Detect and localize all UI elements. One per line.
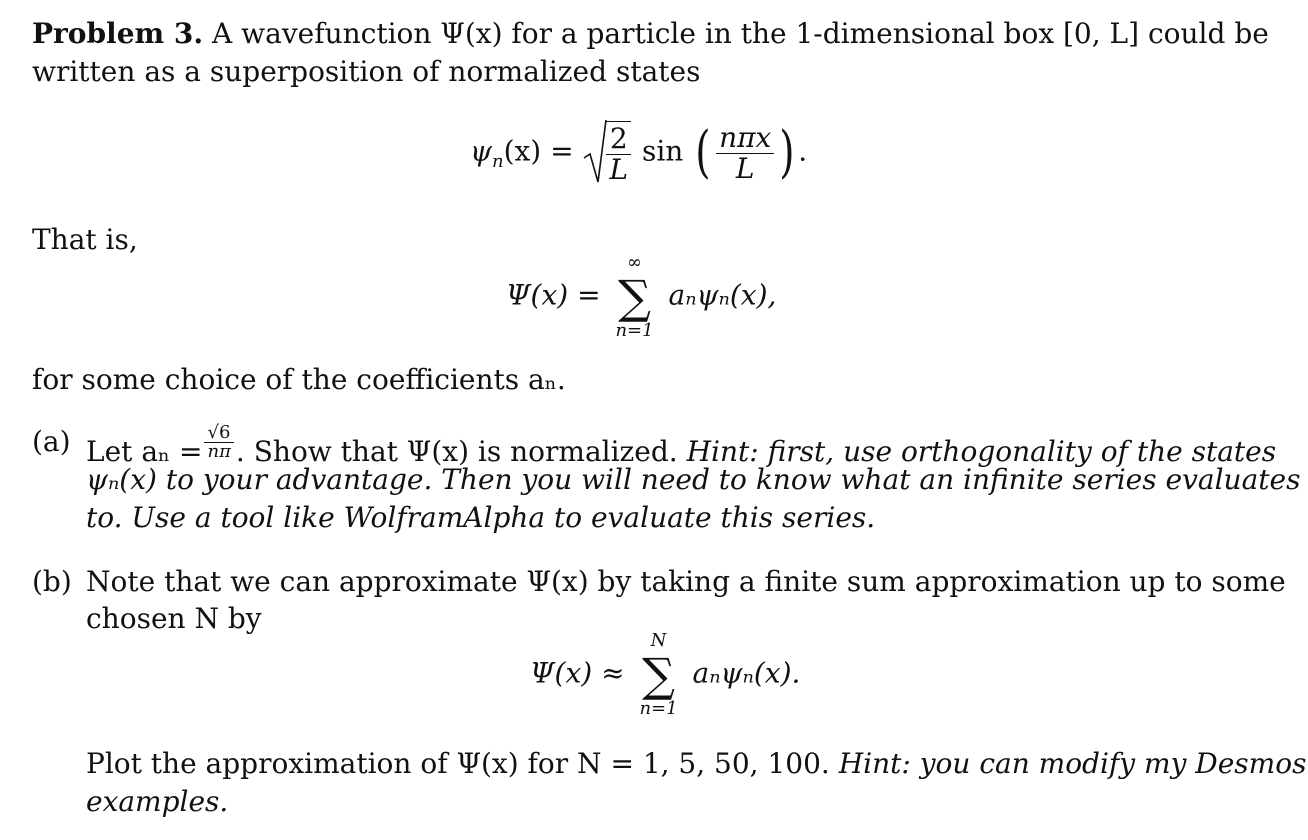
sqrt-term: $\frac{2}{L}$ — [582, 118, 633, 188]
intro-line-1 — [32, 16, 1269, 52]
equation-finite-sum: Ψ(x) ≈ N ∑ n=1 aₙψₙ(x). — [530, 630, 801, 719]
part-a-label: (a) — [32, 425, 71, 458]
part-b-line-2: chosen N by — [86, 602, 262, 635]
equation-psi-n: $\psi_n(x)$ = $\frac{2}{L}$ sin ( $\frac{\text{nπx}}{L}$ ) . — [470, 120, 808, 186]
part-b-line-1: Note that we can approximate Ψ(x) by taking a finite sum approximation up to some — [86, 565, 1286, 598]
sqrt-icon — [582, 118, 608, 188]
part-a-line-2: ψₙ(x) to your advantage. Then you will need to know what an infinite series evaluates — [86, 463, 1301, 496]
part-a-line-1: Let aₙ = $\frac{√6}{n\pi}$ . Show that Ψ(x) is normalized. Hint: first, use orthogonality of the states — [86, 422, 1277, 468]
part-a-line-3: to. Use a tool like WolframAlpha to evaluate this series. — [86, 501, 876, 534]
part-b-label: (b) — [32, 565, 72, 598]
coefficients-text: for some choice of the coefficients aₙ. — [32, 363, 566, 396]
plot-line-2: examples. — [86, 785, 229, 818]
equation-superposition: Ψ(x) = ∞ ∑ n=1 aₙψₙ(x), — [506, 252, 777, 341]
that-is-text: That is, — [32, 223, 138, 256]
intro-line-2: written as a superposition of normalized states — [32, 55, 701, 88]
plot-line-1: Plot the approximation of Ψ(x) for N = 1, 5, 50, 100. Hint: you can modify my Desmos — [86, 747, 1307, 780]
sum-symbol: N ∑ n=1 — [639, 630, 678, 719]
intro-text-1: A wavefunction Ψ(x) for a particle in the 1-dimensional box [0, L] could be — [212, 17, 1269, 50]
sum-symbol: ∞ ∑ n=1 — [615, 252, 654, 341]
problem-heading: Problem 3. — [32, 17, 204, 50]
